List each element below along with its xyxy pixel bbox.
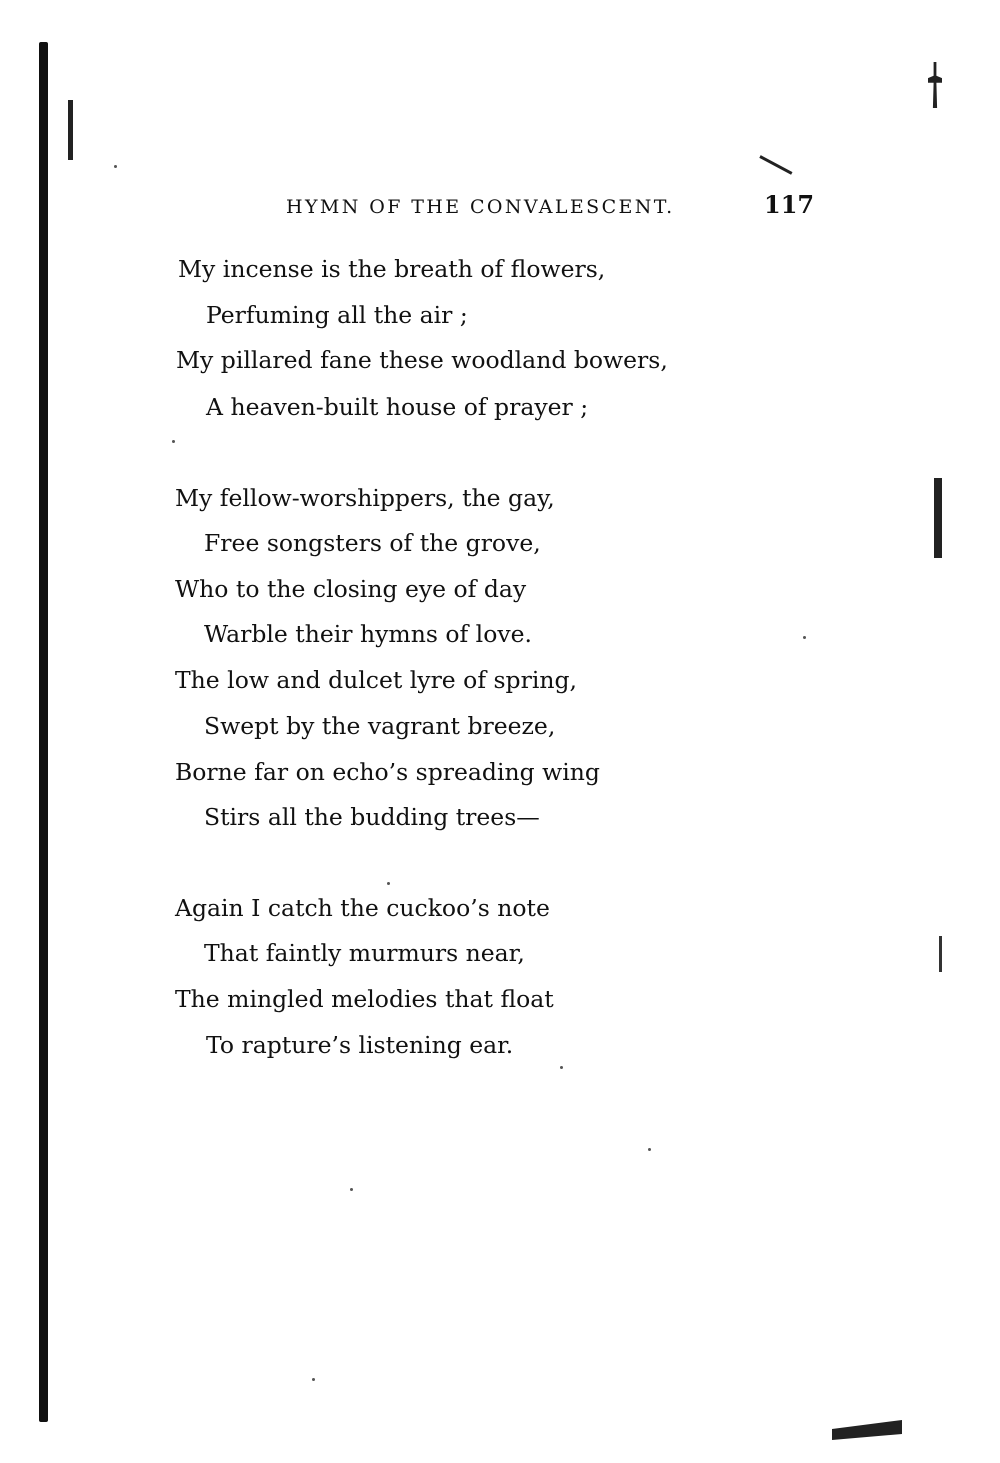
poem-line: The mingled melodies that float [175, 985, 554, 1013]
speck [387, 882, 390, 885]
poem-line: My pillared fane these woodland bowers, [176, 346, 668, 374]
poem-line: Free songsters of the grove, [204, 529, 541, 557]
poem-line: Borne far on echo’s spreading wing [175, 758, 600, 786]
speck [312, 1378, 315, 1381]
poem-line: Stirs all the budding trees— [204, 803, 540, 831]
scan-artifact-right-edge-lower [939, 936, 942, 972]
poem-line: That faintly murmurs near, [204, 939, 525, 967]
poem-line: My fellow-worshippers, the gay, [175, 484, 555, 512]
running-title: HYMN OF THE CONVALESCENT. [286, 196, 675, 218]
poem-line: My incense is the breath of flowers, [178, 255, 606, 283]
poem-line: The low and dulcet lyre of spring, [175, 666, 577, 694]
scan-artifact-bottom-right [832, 1420, 902, 1440]
poem-line: Who to the closing eye of day [175, 575, 527, 603]
speck [172, 440, 175, 443]
scan-artifact-right-edge [934, 478, 942, 558]
poem-line: Perfuming all the air ; [206, 301, 468, 329]
poem-line: Again I catch the cuckoo’s note [175, 894, 550, 922]
poem-line: A heaven-built house of prayer ; [206, 393, 589, 421]
speck [350, 1188, 353, 1191]
poem-line: Swept by the vagrant breeze, [204, 712, 556, 740]
poem-line: To rapture’s listening ear. [206, 1031, 514, 1059]
speck [114, 165, 117, 168]
speck [560, 1066, 563, 1069]
speck [648, 1148, 651, 1151]
page-number: 117 [764, 190, 815, 219]
speck [803, 636, 806, 639]
scan-artifact-top-right [928, 62, 942, 108]
binding-mark [68, 100, 73, 160]
poem-line: Warble their hymns of love. [204, 620, 532, 648]
scan-artifact-stroke [759, 155, 792, 175]
binding-shadow [39, 42, 48, 1422]
